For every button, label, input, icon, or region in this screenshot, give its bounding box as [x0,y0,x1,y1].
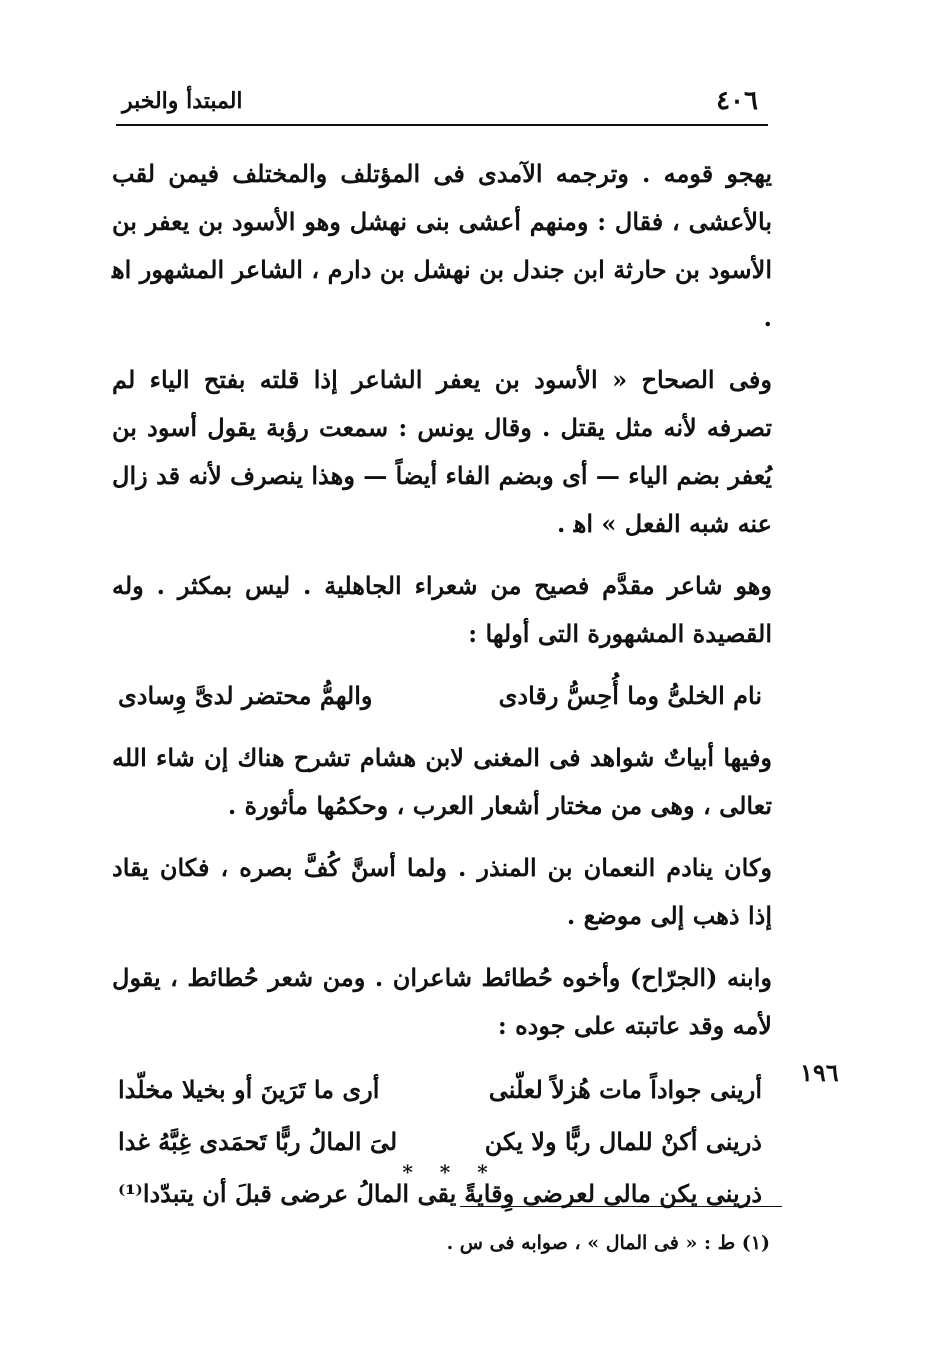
poem [112,1064,772,1220]
section-stars: * * * [402,1160,498,1184]
margin-verse-number: ١٩٦ [800,1058,839,1087]
verse-first-hemistich: ذرينى يكن مالى لعرضى وِقايةً [464,1179,762,1208]
paragraph: وابنه (الجرّاح) وأخوه حُطائط شاعران . ومن شعر حُطائط ، يقول لأمه وقد عاتبته على جوده : [112,963,772,1040]
header-rule [116,124,768,126]
verse-opening [112,672,772,720]
verse-line [112,672,772,720]
page-number: ٤٠٦ [716,86,758,116]
paragraph: وفى الصحاح « الأسود بن يعفر الشاعر إذا قلته بفتح الياء لم تصرفه لأنه مثل يقتل . وقال يونس : سمعت رؤبة يقول أسود بن يُعفر بضم الياء — أى وبضم الفاء أيضاً — وهذا ينصرف لأنه قد زال عنه شبه الفعل » اﻫ . [112,365,772,538]
verse-first-hemistich: نام الخلىُّ وما أُحِسُّ رقادى [498,681,762,710]
verse-line [112,1064,772,1116]
page-header [116,82,768,122]
paragraph: وفيها أبياتٌ شواهد فى المغنى لابن هشام تشرح هناك إن شاء الله تعالى ، وهى من مختار أشعار العرب ، وحكمُها مأثورة . [112,743,773,820]
paragraph: وهو شاعر مقدَّم فصيح من شعراء الجاهلية . ليس بمكثر . وله القصيدة المشهورة التى أولها : [112,571,772,648]
footnote: (١) ط : « فى المال » ، صوابه فى س . [446,1232,770,1254]
verse-second-hemistich: والهمُّ محتضر لدىَّ وِسادى [118,681,373,710]
verse-second-hemistich: يقى المالُ عرضى قبلَ أن يتبدّدا⁽¹⁾ [118,1179,457,1208]
footnote-rule [460,1206,782,1207]
paragraph: يهجو قومه . وترجمه الآمدى فى المؤتلف والمختلف فيمن لقب بالأعشى ، فقال : ومنهم أعشى بنى نهشل وهو الأسود بن يعفر بن الأسود بن حارثة ابن جندل بن نهشل بن دارم ، الشاعر المشهور اﻫ . [112,159,772,332]
verse-first-hemistich: ذرينى أكنْ للمال ربًّا ولا يكن [484,1127,762,1156]
verse-second-hemistich: أرى ما تَرَينَ أو بخيلا مخلّدا [118,1075,380,1104]
verse-first-hemistich: أرينى جواداً مات هُزلاً لعلّنى [488,1075,762,1104]
verse-second-hemistich: لىَ المالُ ربًّا تَحمَدى غِبَّهُ غدا [118,1127,398,1156]
paragraph: وكان ينادم النعمان بن المنذر . ولما أسنَّ كُفَّ بصره ، فكان يقاد إذا ذهب إلى موضع . [112,853,772,930]
running-title: المبتدأ والخبر [122,88,243,114]
main-text [112,150,772,1220]
